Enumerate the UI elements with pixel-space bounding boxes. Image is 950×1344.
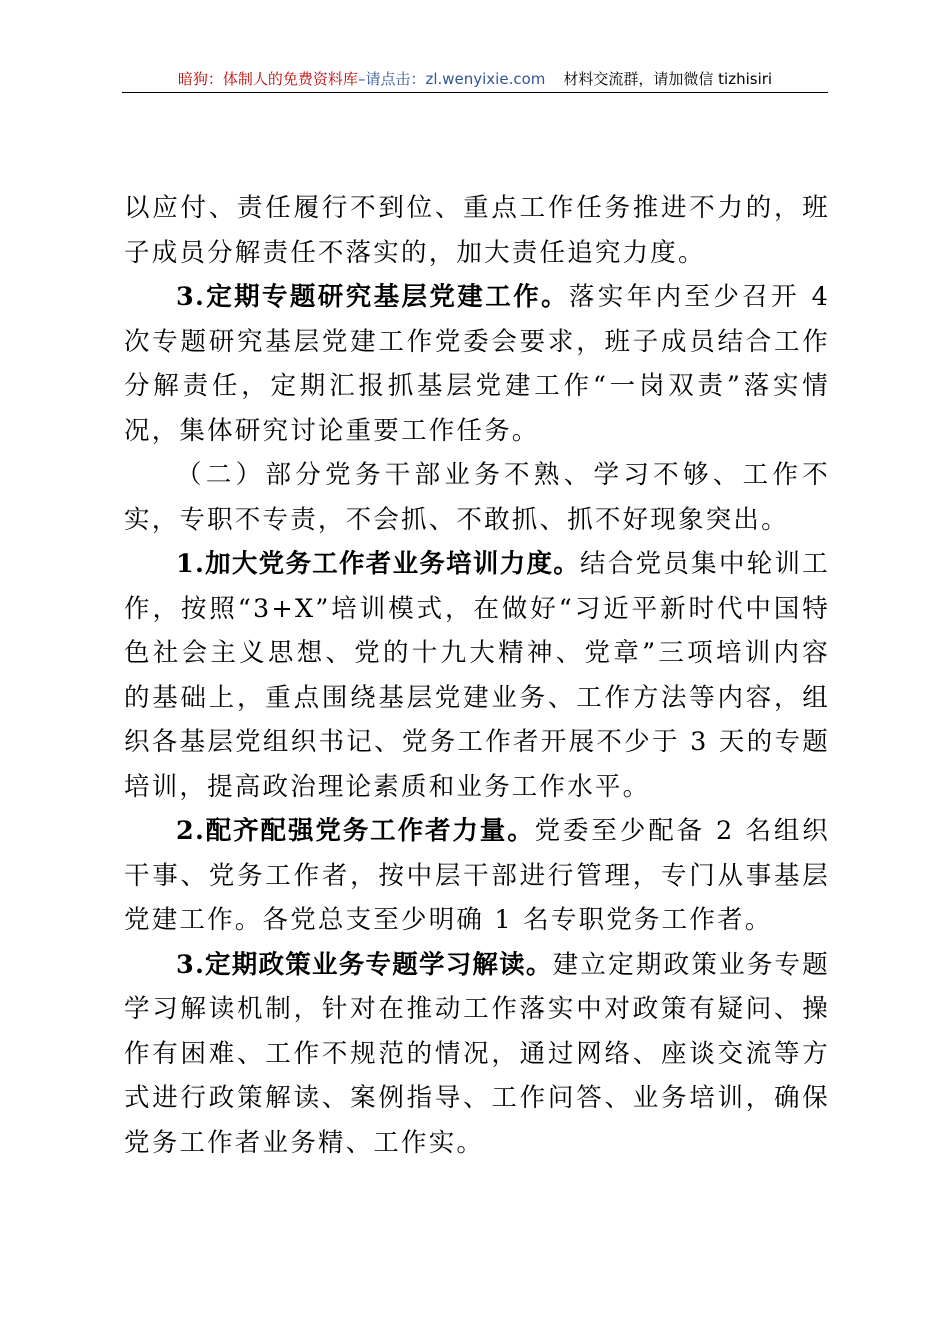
paragraph-item-2-staffing — [124, 809, 830, 943]
item-text: 落实年内至少召开 4 次专题研究基层党建工作党委会要求，班子成员结合工作分解责任，定期汇报抓基层党建工作“一岗双责”落实情况，集体研究讨论重要工作任务。 — [124, 282, 830, 446]
paragraph-item-1-training — [124, 542, 830, 809]
section-heading-2: （二）部分党务干部业务不熟、学习不够、工作不实，专职不专责，不会抓、不敢抓、抓不好现象突出。 — [124, 460, 830, 535]
document-body — [124, 186, 830, 1165]
paragraph-item-3-policy — [124, 943, 830, 1166]
item-text: 建立定期政策业务专题学习解读机制，针对在推动工作落实中对政策有疑问、操作有困难、工作不规范的情况，通过网络、座谈交流等方式进行政策解读、案例指导、工作问答、业务培训，确保党务工作者业务精、工作实。 — [124, 949, 830, 1158]
page-header — [122, 68, 828, 93]
item-heading: 3.定期政策业务专题学习解读。 — [176, 949, 553, 980]
item-heading: 2.配齐配强党务工作者力量。 — [176, 816, 535, 846]
paragraph-item-3-research — [124, 275, 830, 453]
header-click-prompt: –请点击： — [357, 70, 426, 88]
header-url-link[interactable]: zl.wenyixie.com — [425, 70, 546, 88]
item-heading: 3.定期专题研究基层党建工作。 — [176, 282, 569, 312]
paragraph-continuation: 以应付、责任履行不到位、重点工作任务推进不力的，班子成员分解责任不落实的，加大责任追究力度。 — [124, 193, 830, 268]
header-group-text: 材料交流群，请加微信 tizhisiri — [563, 70, 773, 88]
item-heading: 1.加大党务工作者业务培训力度。 — [176, 549, 581, 579]
item-text: 结合党员集中轮训工作，按照“3+X”培训模式，在做好“习近平新时代中国特色社会主义思想、党的十九大精神、党章”三项培训内容的基础上，重点围绕基层党建业务、工作方法等内容，组织各基层党组织书记、党务工作者开展不少于 3 天的专题培训，提高政治理论素质和业务工作水平。 — [124, 549, 830, 802]
header-site-name: 暗狗：体制人的免费资料库 — [177, 70, 358, 88]
item-text: 党委至少配备 2 名组织干事、党务工作者，按中层干部进行管理，专门从事基层党建工作。各党总支至少明确 1 名专职党务工作者。 — [124, 816, 831, 935]
